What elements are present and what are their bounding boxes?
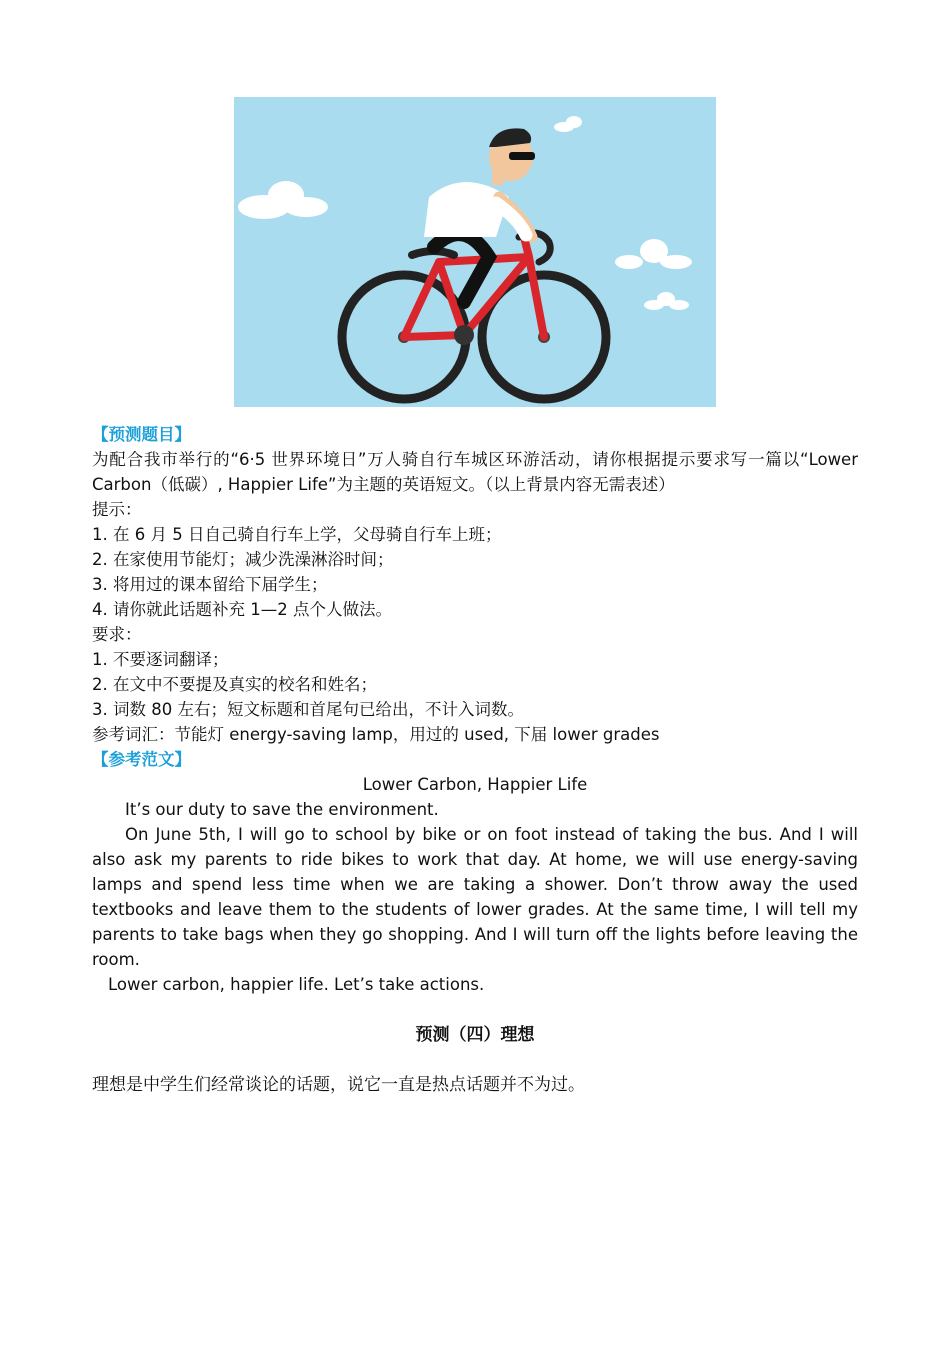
essay-opening: It’s our duty to save the environment. bbox=[125, 800, 439, 819]
essay-body: On June 5th, I will go to school by bike or on foot instead of taking the bus. And I will also ask my parents to ride bikes to work that day. At home, we will use energy-saving lamps and spend less time when we are taking a shower. Don’t throw away the used textbooks and leave them to the students of lower grades. At the same time, I will tell my parents to take bags when they go shopping. And I will turn off the lights before leaving the room. bbox=[92, 825, 858, 969]
cloud-right bbox=[615, 239, 692, 269]
requirements-label: 要求： bbox=[92, 625, 142, 644]
tip-item: 3. 将用过的课本留给下届学生； bbox=[92, 575, 328, 594]
requirement-item: 3. 词数 80 左右；短文标题和首尾句已给出，不计入词数。 bbox=[92, 700, 524, 719]
section-title: 预测（四）理想 bbox=[415, 1025, 535, 1045]
requirement-item: 2. 在文中不要提及真实的校名和姓名； bbox=[92, 675, 377, 694]
tips-label: 提示： bbox=[92, 500, 142, 519]
tip-item: 1. 在 6 月 5 日自己骑自行车上学，父母骑自行车上班； bbox=[92, 525, 502, 544]
cyclist-illustration bbox=[234, 97, 716, 407]
main-content bbox=[92, 422, 858, 997]
tip-item: 4. 请你就此话题补充 1—2 点个人做法。 bbox=[92, 600, 392, 619]
cloud-left bbox=[238, 181, 328, 219]
section-intro: 理想是中学生们经常谈论的话题，说它一直是热点话题并不为过。 bbox=[92, 1075, 585, 1095]
tip-item: 2. 在家使用节能灯；减少洗澡淋浴时间； bbox=[92, 550, 394, 569]
essay-closing: Lower carbon, happier life. Let’s take actions. bbox=[108, 975, 485, 994]
prompt-text: 为配合我市举行的“6·5 世界环境日”万人骑自行车城区环游活动，请你根据提示要求写一篇以“Lower Carbon（低碳）, Happier Life”为主题的英语短文。（以上背景内容无需表述） bbox=[92, 450, 858, 494]
essay-title: Lower Carbon, Happier Life bbox=[362, 775, 588, 794]
crank bbox=[454, 325, 474, 345]
vocabulary-line: 参考词汇：节能灯 energy-saving lamp，用过的 used, 下届 lower grades bbox=[92, 725, 660, 744]
cloud-small bbox=[554, 116, 582, 132]
prediction-heading: 【预测题目】 bbox=[92, 425, 191, 444]
sample-heading: 【参考范文】 bbox=[92, 750, 191, 769]
requirement-item: 1. 不要逐词翻译； bbox=[92, 650, 229, 669]
cloud-bottom-right bbox=[644, 292, 689, 310]
